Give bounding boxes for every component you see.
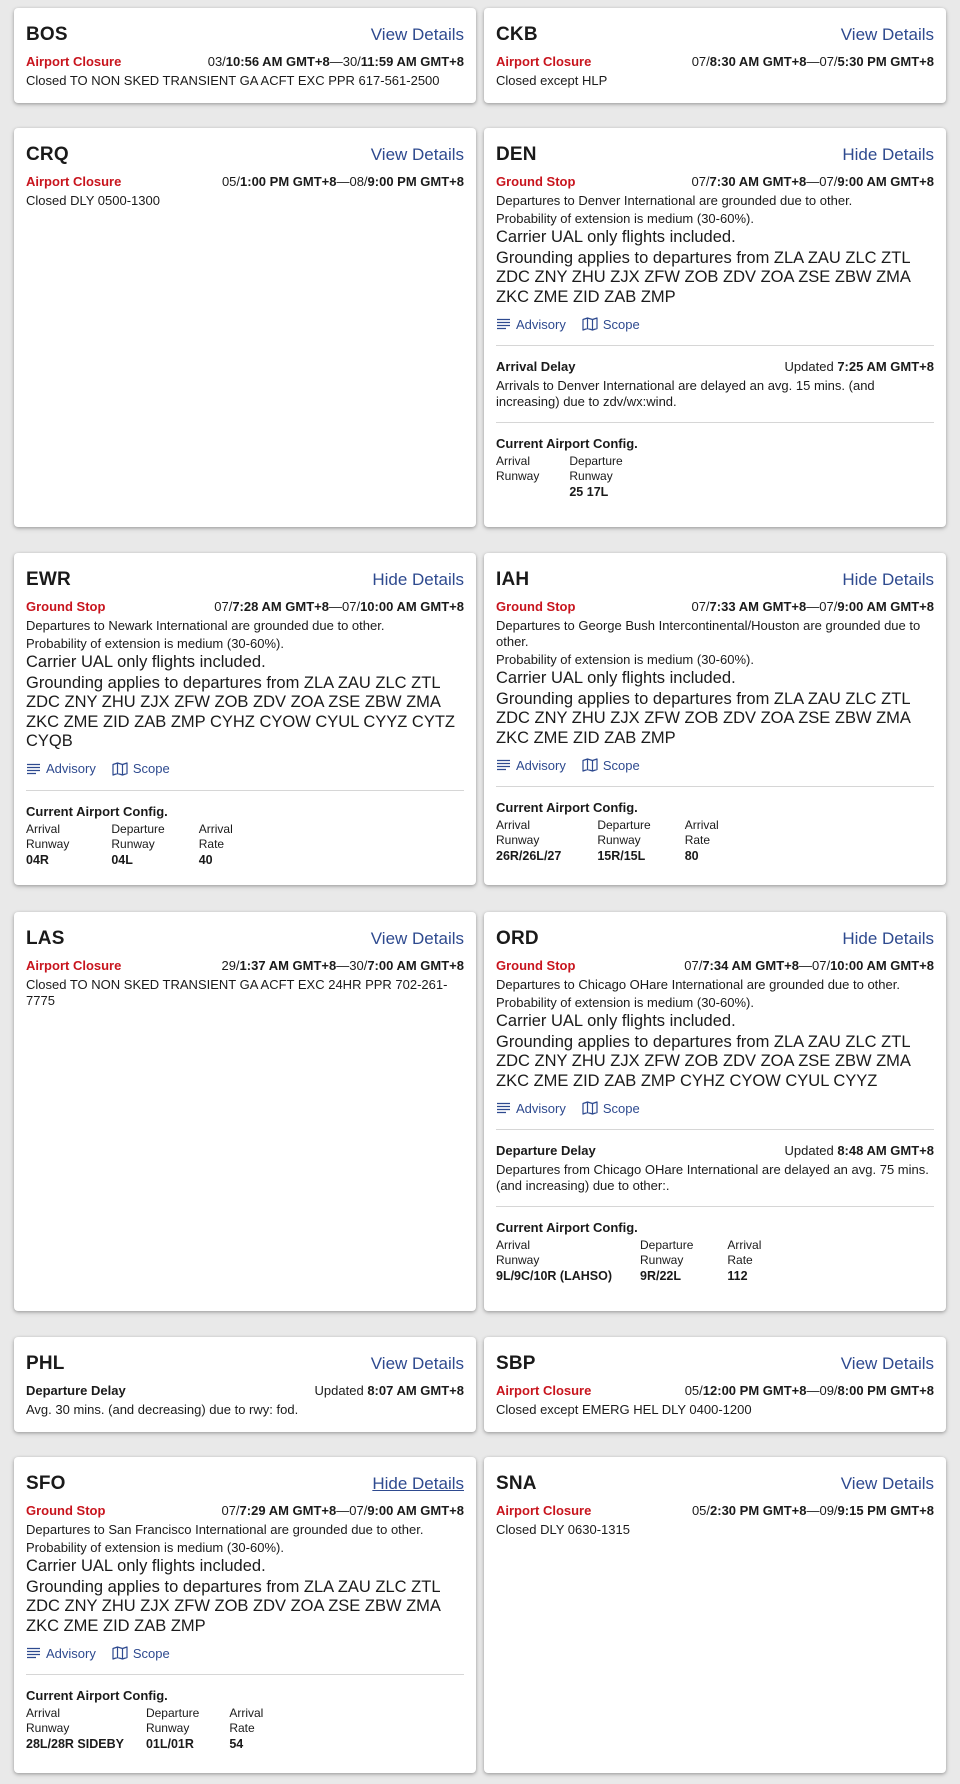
extension-probability: Probability of extension is medium (30-60%). [26, 1540, 284, 1555]
delay-type: Arrival Delay [496, 359, 576, 374]
departure-runway-value: 25 17L [569, 485, 609, 499]
event-description: Closed TO NON SKED TRANSIENT GA ACFT EXC 24HR PPR 702-261-7775 [26, 977, 448, 1008]
view-details-link[interactable]: View Details [370, 25, 464, 44]
airport-card-sfo [14, 1457, 476, 1773]
event-description: Departures to Denver International are grounded due to other. [496, 193, 853, 208]
hide-details-link[interactable]: Hide Details [842, 929, 934, 948]
config-title: Current Airport Config. [496, 436, 638, 451]
arrival-runway-value: 04R [26, 852, 49, 867]
event-description: Departures to Chicago OHare International are grounded due to other. [496, 977, 900, 992]
event-time-range: 05/1:00 PM GMT+8—08/9:00 PM GMT+8 [221, 174, 464, 189]
event-description: Closed DLY 0500-1300 [26, 193, 160, 208]
event-type: Airport Closure [496, 54, 592, 69]
extension-probability: Probability of extension is medium (30-60%). [26, 636, 284, 651]
carrier-note: Carrier UAL only flights included. [496, 1012, 736, 1030]
map-icon [582, 758, 598, 772]
event-description: Departures to Newark International are grounded due to other. [26, 618, 385, 633]
advisory-link[interactable]: Advisory [496, 1101, 566, 1116]
hide-details-link[interactable]: Hide Details [842, 145, 934, 164]
event-description: Closed TO NON SKED TRANSIENT GA ACFT EXC PPR 617-561-2500 [26, 73, 440, 88]
airport-card-ckb [484, 8, 946, 103]
airport-card-ord [484, 912, 946, 1311]
airport-code: CKB [496, 24, 538, 45]
grounding-scope: Grounding applies to departures from ZLA ZAU ZLC ZTL ZDC ZNY ZHU ZJX ZFW ZOB ZDV ZOA ZSE ZBW ZMA ZKC ZME ZID ZAB ZMP [26, 1577, 441, 1635]
hide-details-link[interactable]: Hide Details [372, 1474, 464, 1493]
lines-icon [496, 759, 511, 771]
event-type: Airport Closure [26, 54, 122, 69]
airport-code: SNA [496, 1473, 537, 1494]
airport-code: CRQ [26, 144, 69, 165]
airport-code: SFO [26, 1473, 66, 1494]
extension-probability: Probability of extension is medium (30-60%). [496, 211, 754, 226]
event-description: Closed except EMERG HEL DLY 0400-1200 [496, 1402, 752, 1417]
scope-link[interactable]: Scope [112, 1646, 170, 1661]
departure-runway-value: 9R/22L [640, 1269, 681, 1283]
map-icon [112, 1646, 128, 1660]
grounding-scope: Grounding applies to departures from ZLA ZAU ZLC ZTL ZDC ZNY ZHU ZJX ZFW ZOB ZDV ZOA ZSE ZBW ZMA ZKC ZME ZID ZAB ZMP [496, 248, 911, 306]
airport-card-sbp [484, 1337, 946, 1432]
view-details-link[interactable]: View Details [370, 145, 464, 164]
hide-details-link[interactable]: Hide Details [372, 570, 464, 589]
lines-icon [496, 1102, 511, 1114]
view-details-link[interactable]: View Details [370, 1354, 464, 1373]
divider [26, 790, 464, 791]
airport-card-ewr [14, 553, 476, 885]
departure-runway-value: 15R/15L [597, 849, 646, 863]
delay-updated: Updated 7:25 AM GMT+8 [784, 359, 934, 374]
carrier-note: Carrier UAL only flights included. [496, 228, 736, 246]
airport-card-las [14, 912, 476, 1311]
event-type: Airport Closure [496, 1383, 592, 1398]
delay-description: Departures from Chicago OHare International are delayed an avg. 75 mins. (and increasing) due to other:. [496, 1162, 929, 1193]
airport-code: LAS [26, 928, 65, 949]
advisory-link[interactable]: Advisory [496, 758, 566, 773]
divider [496, 1206, 934, 1207]
airport-card-bos [14, 8, 476, 103]
scope-link[interactable]: Scope [112, 761, 170, 776]
view-details-link[interactable]: View Details [840, 1354, 934, 1373]
advisory-link[interactable]: Advisory [26, 1646, 96, 1661]
event-time-range: 05/12:00 PM GMT+8—09/8:00 PM GMT+8 [684, 1383, 934, 1398]
airport-code: EWR [26, 569, 71, 590]
view-details-link[interactable]: View Details [840, 1474, 934, 1493]
departure-runway-value: 01L/01R [145, 1737, 194, 1751]
airport-config: Arrival Runway 9L/9C/10R (LAHSO) Departure Runway 9R/22L Arrival Rate 112 [496, 1238, 762, 1283]
scope-link[interactable]: Scope [582, 758, 640, 773]
divider [496, 345, 934, 346]
airport-card-crq [14, 128, 476, 527]
airport-config: Arrival Runway 26R/26L/27 Departure Runway 15R/15L Arrival Rate 80 [496, 818, 719, 863]
event-type: Airport Closure [26, 174, 122, 189]
airport-code: DEN [496, 144, 537, 165]
view-details-link[interactable]: View Details [370, 929, 464, 948]
divider [496, 786, 934, 787]
lines-icon [26, 763, 41, 775]
arrival-rate-value: 40 [198, 852, 213, 867]
grounding-scope: Grounding applies to departures from ZLA ZAU ZLC ZTL ZDC ZNY ZHU ZJX ZFW ZOB ZDV ZOA ZSE ZBW ZMA ZKC ZME ZID ZAB ZMP CYHZ CYOW CYUL CYYZ CYTZ CYQB [26, 673, 456, 750]
airport-code: IAH [496, 569, 530, 590]
airport-card-den [484, 128, 946, 527]
divider [26, 1674, 464, 1675]
advisory-link[interactable]: Advisory [26, 761, 96, 776]
delay-updated: Updated 8:07 AM GMT+8 [314, 1383, 464, 1398]
hide-details-link[interactable]: Hide Details [842, 570, 934, 589]
extension-probability: Probability of extension is medium (30-60%). [496, 995, 754, 1010]
event-time-range: 07/7:34 AM GMT+8—07/10:00 AM GMT+8 [684, 958, 934, 973]
event-description: Closed DLY 0630-1315 [496, 1522, 630, 1537]
map-icon [582, 1101, 598, 1115]
event-time-range: 07/7:28 AM GMT+8—07/10:00 AM GMT+8 [214, 599, 464, 614]
view-details-link[interactable]: View Details [840, 25, 934, 44]
divider [496, 1129, 934, 1130]
grounding-scope: Grounding applies to departures from ZLA ZAU ZLC ZTL ZDC ZNY ZHU ZJX ZFW ZOB ZDV ZOA ZSE ZBW ZMA ZKC ZME ZID ZAB ZMP CYHZ CYOW CYUL CYYZ [496, 1032, 911, 1090]
event-type: Ground Stop [496, 174, 576, 189]
carrier-note: Carrier UAL only flights included. [26, 1557, 266, 1575]
event-type: Ground Stop [496, 599, 576, 614]
delay-description: Arrivals to Denver International are delayed an avg. 15 mins. (and increasing) due to zdv/wx:wind. [496, 378, 875, 409]
arrival-rate-value: 80 [684, 849, 699, 863]
airport-card-phl [14, 1337, 476, 1432]
scope-link[interactable]: Scope [582, 317, 640, 332]
arrival-runway-value: 9L/9C/10R (LAHSO) [496, 1269, 612, 1283]
airport-code: SBP [496, 1353, 536, 1374]
config-title: Current Airport Config. [26, 1688, 168, 1703]
map-icon [582, 317, 598, 331]
arrival-rate-value: 54 [229, 1737, 244, 1751]
advisory-link[interactable]: Advisory [496, 317, 566, 332]
scope-link[interactable]: Scope [582, 1101, 640, 1116]
extension-probability: Probability of extension is medium (30-60%). [496, 652, 754, 667]
event-time-range: 07/7:29 AM GMT+8—07/9:00 AM GMT+8 [221, 1503, 464, 1518]
event-type: Ground Stop [496, 958, 576, 973]
event-time-range: 07/7:30 AM GMT+8—07/9:00 AM GMT+8 [691, 174, 934, 189]
event-description: Departures to George Bush Intercontinental/Houston are grounded due to other. [496, 618, 921, 649]
carrier-note: Carrier UAL only flights included. [496, 669, 736, 687]
config-title: Current Airport Config. [496, 800, 638, 815]
departure-runway-value: 04L [111, 852, 133, 867]
lines-icon [496, 318, 511, 330]
event-description: Departures to San Francisco International are grounded due to other. [26, 1522, 424, 1537]
event-time-range: 29/1:37 AM GMT+8—30/7:00 AM GMT+8 [221, 958, 464, 973]
airport-code: PHL [26, 1353, 65, 1374]
airport-code: BOS [26, 24, 68, 45]
lines-icon [26, 1647, 41, 1659]
map-icon [112, 762, 128, 776]
config-title: Current Airport Config. [26, 803, 168, 819]
airport-code: ORD [496, 928, 539, 949]
airport-card-iah [484, 553, 946, 885]
delay-type: Departure Delay [26, 1383, 126, 1398]
delay-type: Departure Delay [496, 1143, 596, 1158]
event-time-range: 05/2:30 PM GMT+8—09/9:15 PM GMT+8 [691, 1503, 934, 1518]
divider [496, 422, 934, 423]
grounding-scope: Grounding applies to departures from ZLA ZAU ZLC ZTL ZDC ZNY ZHU ZJX ZFW ZOB ZDV ZOA ZSE ZBW ZMA ZKC ZME ZID ZAB ZMP [496, 689, 911, 747]
config-title: Current Airport Config. [496, 1220, 638, 1235]
delay-updated: Updated 8:48 AM GMT+8 [784, 1143, 934, 1158]
event-time-range: 03/10:56 AM GMT+8—30/11:59 AM GMT+8 [207, 54, 464, 69]
delay-description: Avg. 30 mins. (and decreasing) due to rwy: fod. [26, 1402, 299, 1417]
airport-config: Arrival Runway 28L/28R SIDEBY Departure Runway 01L/01R Arrival Rate 54 [26, 1706, 264, 1751]
event-type: Ground Stop [26, 1503, 106, 1518]
arrival-rate-value: 112 [727, 1269, 748, 1283]
airport-config: Arrival Runway Departure Runway 25 17L [496, 454, 623, 499]
event-type: Airport Closure [26, 958, 122, 973]
event-description: Closed except HLP [496, 73, 608, 88]
arrival-runway-value: 28L/28R SIDEBY [26, 1737, 124, 1751]
event-type: Airport Closure [496, 1503, 592, 1518]
arrival-runway-value: 26R/26L/27 [496, 849, 562, 863]
airport-config: Arrival Runway 04R Departure Runway 04L Arrival Rate 40 [26, 821, 233, 867]
carrier-note: Carrier UAL only flights included. [26, 653, 266, 671]
event-time-range: 07/7:33 AM GMT+8—07/9:00 AM GMT+8 [691, 599, 934, 614]
event-type: Ground Stop [26, 599, 106, 614]
airport-card-sna [484, 1457, 946, 1773]
event-time-range: 07/8:30 AM GMT+8—07/5:30 PM GMT+8 [691, 54, 934, 69]
